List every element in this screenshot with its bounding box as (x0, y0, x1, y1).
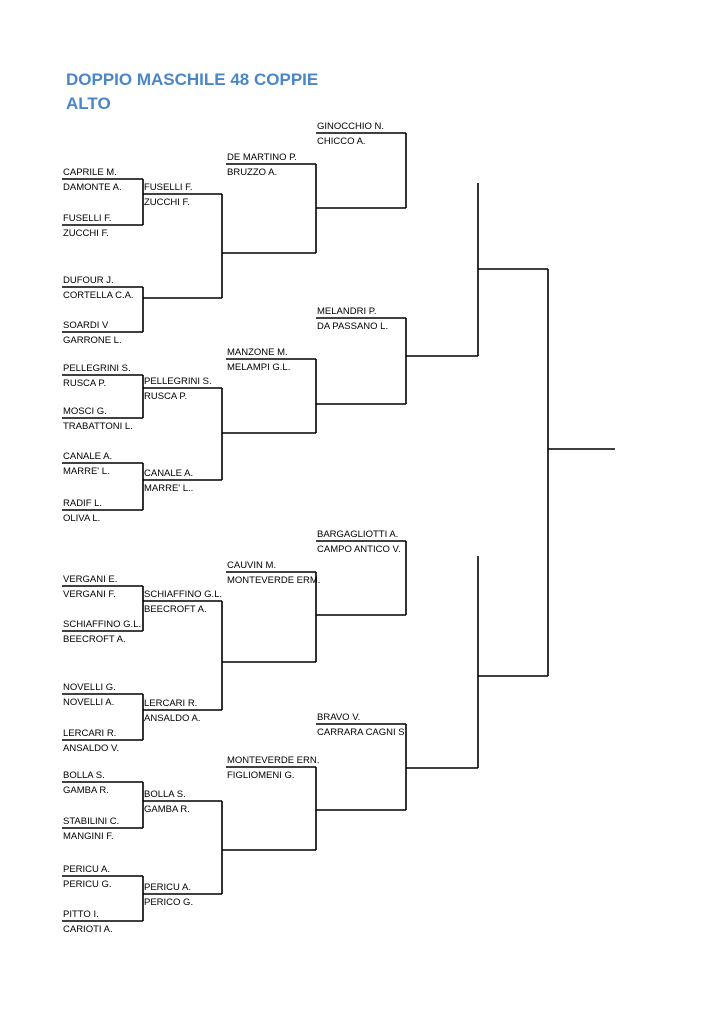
player-name-top: GINOCCHIO N. (317, 121, 385, 132)
player-name-top: MANZONE M. (227, 347, 288, 358)
player-name-top: CAPRILE M. (63, 167, 117, 178)
player-name-top: SOARDI V (63, 320, 109, 331)
player-name-bottom: CHICCO A. (317, 136, 366, 147)
player-name-top: RADIF L. (63, 498, 103, 509)
player-name-bottom: TRABATTONI L. (63, 421, 133, 432)
player-name-top: BOLLA S. (63, 770, 105, 781)
player-name-top: CANALE A. (63, 451, 113, 462)
player-name-bottom: ANSALDO V. (63, 743, 120, 754)
player-name-bottom: MARRE' L.. (144, 483, 194, 494)
player-name-bottom: ANSALDO A. (144, 713, 201, 724)
player-name-bottom: DA PASSANO L. (317, 321, 389, 332)
bracket-labels (63, 121, 407, 935)
page-subtitle: ALTO (66, 94, 111, 113)
player-name-top: MOSCI G. (63, 406, 107, 417)
bracket-lines (62, 133, 615, 921)
player-name-bottom: MARRE' L. (63, 466, 110, 477)
player-name-bottom: VERGANI F. (63, 589, 116, 600)
player-name-bottom: RUSCA P. (63, 378, 107, 389)
player-name-bottom: PERICO G. (144, 897, 194, 908)
player-name-top: SCHIAFFINO G.L. (144, 589, 223, 600)
player-name-bottom: PERICU G. (63, 879, 112, 890)
player-name-top: PITTO I. (63, 909, 99, 920)
player-name-top: BRAVO V. (317, 712, 361, 723)
player-name-top: DE MARTINO P. (227, 152, 297, 163)
player-name-top: MONTEVERDE ERN. (227, 755, 320, 766)
player-name-bottom: GAMBA R. (144, 804, 190, 815)
page-title: DOPPIO MASCHILE 48 COPPIE (66, 70, 319, 89)
player-name-top: LERCARI R. (63, 728, 117, 739)
player-name-bottom: CARIOTI A. (63, 924, 113, 935)
player-name-bottom: CAMPO ANTICO V. (317, 544, 401, 555)
player-name-bottom: MELAMPI G.L. (227, 362, 291, 373)
player-name-bottom: NOVELLI A. (63, 697, 115, 708)
player-name-bottom: ZUCCHI F. (63, 228, 109, 239)
player-name-bottom: FIGLIOMENI G. (227, 770, 295, 781)
player-name-bottom: BEECROFT A. (63, 634, 126, 645)
player-name-top: VERGANI E. (63, 574, 118, 585)
player-name-top: LERCARI R. (144, 698, 198, 709)
player-name-bottom: MANGINI F. (63, 831, 114, 842)
player-name-top: PELLEGRINI S. (63, 363, 131, 374)
player-name-top: BARGAGLIOTTI A. (317, 529, 399, 540)
player-name-bottom: GAMBA R. (63, 785, 109, 796)
player-name-bottom: RUSCA P. (144, 391, 188, 402)
player-name-bottom: GARRONE L. (63, 335, 122, 346)
player-name-bottom: MONTEVERDE ERM. (227, 575, 321, 586)
player-name-bottom: BEECROFT A. (144, 604, 207, 615)
player-name-top: NOVELLI G. (63, 682, 116, 693)
player-name-bottom: OLIVA L. (63, 513, 101, 524)
player-name-top: FUSELLI F. (63, 213, 112, 224)
player-name-top: DUFOUR J. (63, 275, 114, 286)
player-name-top: CANALE A. (144, 468, 194, 479)
player-name-top: STABILINI C. (63, 816, 120, 827)
player-name-bottom: ZUCCHI F. (144, 197, 190, 208)
player-name-bottom: DAMONTE A. (63, 182, 122, 193)
player-name-bottom: CARRARA CAGNI S. (317, 727, 408, 738)
player-name-top: PELLEGRINI S. (144, 376, 212, 387)
player-name-top: FUSELLI F. (144, 182, 193, 193)
player-name-bottom: CORTELLA C.A. (63, 290, 134, 301)
player-name-top: PERICU A. (63, 864, 110, 875)
player-name-bottom: BRUZZO A. (227, 167, 278, 178)
player-name-top: MELANDRI P. (317, 306, 377, 317)
player-name-top: BOLLA S. (144, 789, 186, 800)
player-name-top: PERICU A. (144, 882, 191, 893)
player-name-top: CAUVIN M. (227, 560, 277, 571)
player-name-top: SCHIAFFINO G.L. (63, 619, 142, 630)
